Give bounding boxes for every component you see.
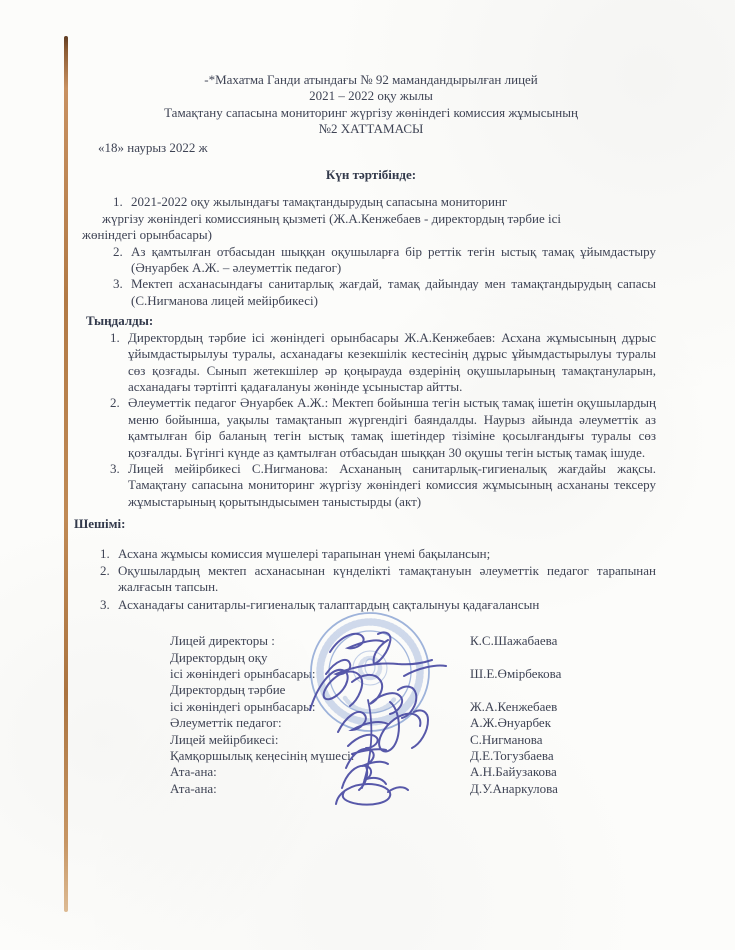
signature-row-director	[170, 633, 656, 649]
decision-list	[86, 546, 656, 614]
signature-label: Қамқоршылық кеңесінің мүшесі:	[170, 748, 355, 764]
agenda-item-1-line-3: жөніндегі орынбасары)	[82, 227, 212, 243]
decision-section-title: Шешімі:	[74, 516, 126, 532]
list-number: 1.	[100, 545, 110, 561]
signatory-name: Ш.Е.Өмірбекова	[470, 666, 562, 681]
heard-item-3	[86, 461, 656, 510]
signature-label: Лицей мейірбикесі:	[170, 731, 279, 747]
signatory-name: А.Н.Байузакова	[470, 764, 557, 780]
list-number: 2.	[100, 562, 110, 578]
signature-row-deputy-education	[170, 682, 656, 715]
signature-row-social-pedagog	[170, 715, 656, 731]
signatory-name: Ж.А.Кенжебаев	[470, 698, 558, 714]
header-protocol-number: №2 ХАТТАМАСЫ	[318, 121, 424, 137]
signature-label: Лицей директоры :	[170, 633, 275, 649]
decision-item-3	[86, 597, 656, 613]
heard-list	[86, 330, 656, 510]
signature-label: Директордың тәрбие ісі жөніндегі орынбасары:	[170, 682, 316, 714]
document-body	[74, 0, 656, 797]
decision-item-1	[86, 546, 656, 562]
agenda-item-1	[82, 194, 656, 243]
agenda-item-2-text: Аз қамтылған отбасыдан шыққан оқушыларға бір реттік тегін ыстық тамақ ұйымдастыру (Әнуарбек А.Ж. – әлеуметтік педагог)	[131, 243, 656, 276]
signature-label: Ата-ана:	[170, 780, 217, 796]
signature-label: Директордың оқу ісі жөніндегі орынбасары:	[170, 649, 316, 681]
agenda-item-3-text: Мектеп асханасындағы санитарлық жағдай, тамақ дайындау мен тамақтандырудың сапасы (С.Нигманова лицей мейірбикесі)	[131, 276, 656, 308]
agenda-item-1-line-1: 2021-2022 оқу жылындағы тамақтандырудың сапасына мониторинг	[131, 194, 508, 210]
signatory-name: К.С.Шажабаева	[470, 633, 558, 649]
list-number: 1.	[110, 329, 120, 345]
header-school-name: -*Махатма Ганди атындағы № 92 мамандандырылған лицей	[204, 72, 538, 87]
signature-row-nurse	[170, 732, 656, 748]
list-number: 1.	[113, 194, 123, 210]
list-number: 3.	[100, 596, 110, 612]
signature-row-parent-2	[170, 781, 656, 797]
header-school-year: 2021 – 2022 оқу жылы	[309, 88, 433, 104]
heard-item-2	[86, 395, 656, 461]
signature-block	[170, 633, 656, 797]
decision-item-2	[86, 563, 656, 596]
signature-label: Ата-ана:	[170, 764, 217, 780]
agenda-list	[82, 194, 656, 309]
signatory-name: С.Нигманова	[470, 731, 543, 747]
binding-edge-strip	[64, 36, 68, 912]
list-number: 2.	[113, 243, 123, 259]
heard-item-1	[86, 330, 656, 396]
heard-section-title: Тыңдалды:	[86, 313, 154, 329]
signature-label: Әлеуметтік педагог:	[170, 715, 282, 731]
heard-item-1-text: Директордың тәрбие ісі жөніндегі орынбасары Ж.А.Кенжебаев: Асхана жұмысының дұрыс ұйымдастырылуы туралы, асханадағы кезекшілік кестесінің дұрыс ұйымдастырылуы туралы сөз қозғады. Сынып жетекшілер әр қоңырауда өздерінің оқушыларының тамақтануларын, асханадағы тәртіпті қадағалануы жөнінде ұсыныстар айтты.	[128, 329, 656, 394]
agenda-item-2	[86, 244, 656, 277]
list-number: 2.	[110, 395, 120, 411]
signature-row-trustee	[170, 748, 656, 764]
decision-item-2-text: Оқушылардың мектеп асханасынан күнделікті тамақтануын әлеуметтік педагог тарапынан жалғасын тапсын.	[118, 562, 656, 595]
heard-item-3-text: Лицей мейірбикесі С.Нигманова: Асхананың санитарлық-гигиеналық жағдайы жақсы. Тамақтану сапасына мониторинг жүргізу жөніндегі комиссия жұмысының асхананы тексеру жұмыстарының қорытындысымен таныстырды (акт)	[128, 460, 656, 509]
document-header	[86, 0, 656, 138]
signature-row-deputy-study	[170, 650, 656, 683]
decision-item-3-text: Асханадағы санитарлы-гигиеналық талаптардың сақталынуы қадағалансын	[118, 596, 540, 612]
agenda-item-3	[86, 276, 656, 309]
decision-item-1-text: Асхана жұмысы комиссия мүшелері тарапынан үнемі бақылансын;	[118, 545, 491, 561]
signature-row-parent-1	[170, 764, 656, 780]
signatory-name: Д.Е.Тогузбаева	[470, 748, 554, 764]
agenda-item-1-line-2: жүргізу жөніндегі комиссияның қызметі (Ж.А.Кенжебаев - директордың тәрбие ісі	[102, 210, 562, 226]
signatory-name: Д.У.Анаркулова	[470, 780, 558, 796]
list-number: 3.	[110, 460, 120, 476]
heard-item-2-text: Әлеуметтік педагог Әнуарбек А.Ж.: Мектеп бойынша тегін ыстық тамақ ішетін оқушылардың меню бойынша, уақылы тамақтанып жүргендігі баяндалды. Наурыз айында әлеуметтік аз қамтылған бір баланың тегін ыстық тамақ ішетіндер тізіміне қосылғандығы туралы сөз қозғалды. Бүгінгі күнде аз қамтылған отбасыдан шыққан 30 оқушы тегін ыстық тамақ ішуде.	[128, 395, 656, 460]
agenda-title: Күн тәртібінде:	[325, 167, 417, 183]
list-number: 3.	[113, 276, 123, 292]
document-date: «18» наурыз 2022 ж	[98, 139, 208, 155]
signatory-name: А.Ж.Әнуарбек	[470, 715, 552, 731]
header-commission-line: Тамақтану сапасына мониторинг жүргізу жөніндегі комиссия жұмысының	[164, 104, 578, 120]
